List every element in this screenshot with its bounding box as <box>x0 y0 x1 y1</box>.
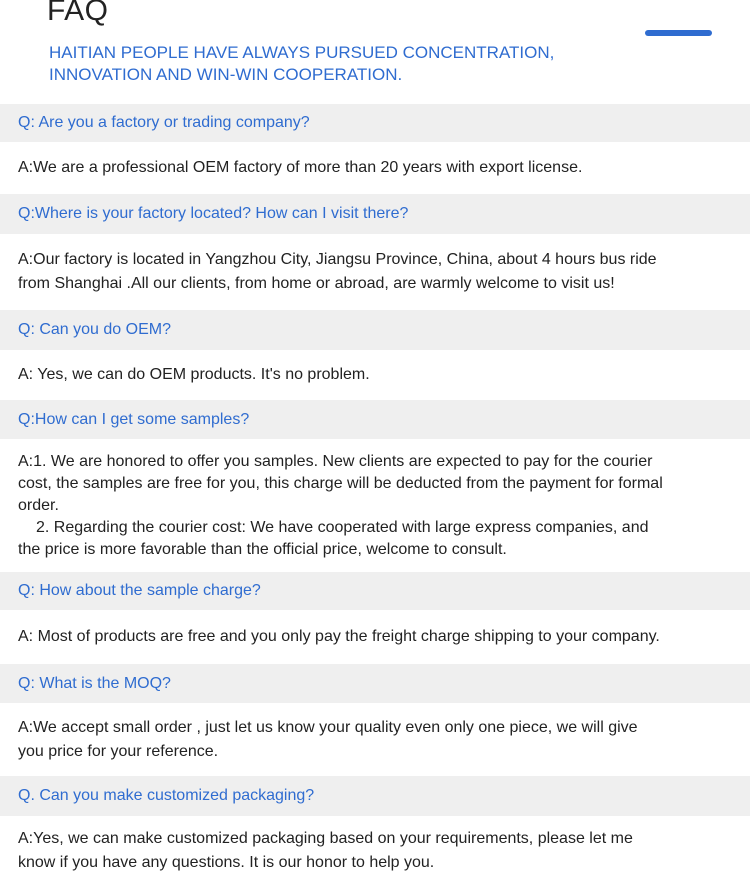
answer-line: A:1. We are honored to offer you samples. New clients are expected to pay for the courier <box>18 452 653 470</box>
answer-line: the price is more favorable than the official price, welcome to consult. <box>18 540 507 558</box>
answer-line: A:We are a professional OEM factory of more than 20 years with export license. <box>18 159 583 176</box>
faq-answer <box>0 439 750 572</box>
answer-line: 2. Regarding the courier cost: We have cooperated with large express companies, and <box>36 518 649 536</box>
answer-line: A:Yes, we can make customized packaging based on your requirements, please let me <box>18 830 633 847</box>
faq-question[interactable]: Q: What is the MOQ? <box>0 664 750 703</box>
answer-line: A:Our factory is located in Yangzhou City, Jiangsu Province, China, about 4 hours bus ride <box>18 251 657 268</box>
page-title: FAQ <box>47 0 109 27</box>
answer-line: know if you have any questions. It is our honor to help you. <box>18 854 435 871</box>
answer-line: order. <box>18 496 59 514</box>
faq-answer <box>0 350 750 400</box>
faq-answer <box>0 816 750 886</box>
faq-list <box>0 104 750 886</box>
faq-question[interactable]: Q: Are you a factory or trading company? <box>0 104 750 142</box>
answer-line: A: Most of products are free and you only pay the freight charge shipping to your company. <box>18 628 660 645</box>
faq-question[interactable]: Q: How about the sample charge? <box>0 572 750 610</box>
tagline <box>49 42 554 86</box>
answer-line: from Shanghai .All our clients, from home or abroad, are warmly welcome to visit us! <box>18 275 615 292</box>
answer-line: cost, the samples are free for you, this charge will be deducted from the payment for formal <box>18 474 663 492</box>
answer-line: A:We accept small order , just let us know your quality even only one piece, we will give <box>18 718 638 736</box>
faq-question[interactable]: Q. Can you make customized packaging? <box>0 776 750 816</box>
faq-answer <box>0 610 750 664</box>
accent-bar <box>645 30 712 36</box>
faq-question[interactable]: Q:Where is your factory located? How can I visit there? <box>0 194 750 234</box>
answer-line: you price for your reference. <box>18 742 219 760</box>
tagline-line: HAITIAN PEOPLE HAVE ALWAYS PURSUED CONCENTRATION, <box>49 43 555 62</box>
tagline-line: INNOVATION AND WIN-WIN COOPERATION. <box>49 65 403 84</box>
faq-answer <box>0 703 750 776</box>
faq-question[interactable]: Q:How can I get some samples? <box>0 400 750 439</box>
faq-question[interactable]: Q: Can you do OEM? <box>0 310 750 350</box>
faq-answer <box>0 234 750 310</box>
answer-line: A: Yes, we can do OEM products. It's no problem. <box>18 366 370 383</box>
faq-answer <box>0 142 750 194</box>
